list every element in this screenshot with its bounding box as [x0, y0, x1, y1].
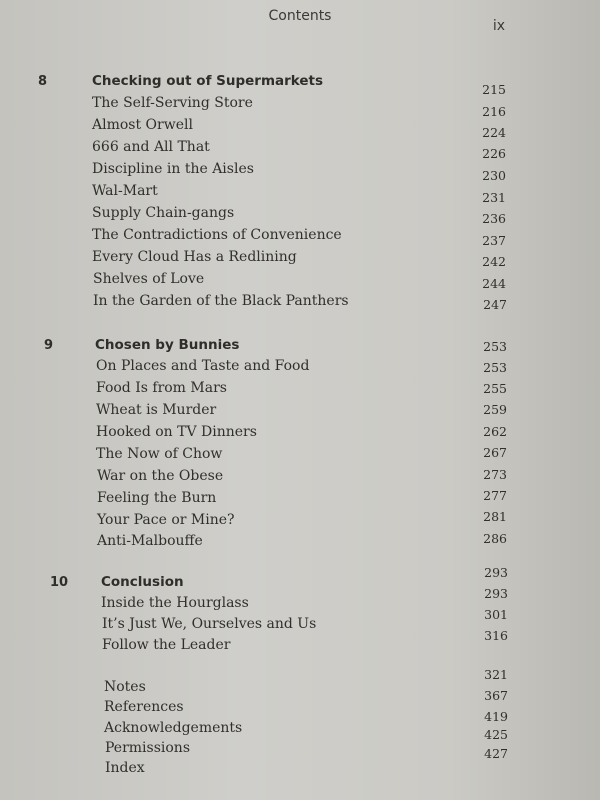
back-matter-page: 321	[484, 667, 508, 682]
toc-entry-page: 255	[483, 381, 507, 396]
toc-entry-page: 286	[483, 531, 507, 546]
toc-entry-page: 237	[482, 233, 506, 248]
toc-entry-title: Supply Chain-gangs	[92, 205, 235, 221]
toc-entry-page: 262	[483, 424, 507, 439]
chapter-title: Chosen by Bunnies	[95, 337, 240, 353]
toc-entry-page: 226	[482, 146, 506, 161]
toc-entry-title: War on the Obese	[97, 468, 224, 484]
toc-entry-title: On Places and Taste and Food	[96, 358, 310, 374]
toc-entry-page: 301	[484, 607, 508, 622]
chapter-title: Checking out of Supermarkets	[92, 73, 324, 89]
toc-entry-title: Hooked on TV Dinners	[96, 424, 257, 440]
back-matter-title: References	[104, 699, 184, 715]
toc-entry-page: 267	[483, 445, 507, 460]
back-matter-title: Acknowledgements	[104, 720, 243, 736]
back-matter-title: Index	[105, 760, 145, 776]
toc-entry-page: 281	[483, 509, 507, 524]
toc-entry-page: 316	[484, 628, 508, 643]
back-matter-page: 367	[484, 688, 508, 703]
toc-entry-page: 230	[482, 168, 506, 183]
toc-entry-title: The Contradictions of Convenience	[92, 227, 342, 243]
back-matter-page: 427	[484, 746, 508, 761]
chapter-page: 253	[483, 339, 507, 354]
toc-entry-title: In the Garden of the Black Panthers	[93, 293, 349, 309]
toc-entry-page: 231	[482, 190, 506, 205]
toc-entry-title: Your Pace or Mine?	[97, 512, 235, 528]
toc-entry-title: It’s Just We, Ourselves and Us	[102, 616, 317, 632]
toc-entry-title: Anti-Malbouffe	[97, 533, 203, 549]
toc-entry-title: Every Cloud Has a Redlining	[92, 249, 297, 265]
page-folio: ix	[492, 18, 505, 34]
toc-entry-page: 247	[483, 297, 507, 312]
toc-entry-title: The Self-Serving Store	[92, 95, 253, 111]
back-matter-page: 419	[484, 709, 508, 724]
toc-entry-title: Discipline in the Aisles	[92, 161, 254, 177]
toc-entry-page: 216	[482, 104, 506, 119]
toc-entry-title: Feeling the Burn	[97, 490, 217, 506]
toc-entry-page: 277	[483, 488, 507, 503]
toc-entry-page: 224	[482, 125, 506, 140]
toc-entry-page: 259	[483, 402, 507, 417]
chapter-number: 9	[44, 338, 54, 353]
running-head: Contents	[268, 8, 332, 24]
back-matter-title: Permissions	[105, 740, 190, 756]
toc-entry-title: Shelves of Love	[93, 271, 205, 287]
chapter-page: 293	[484, 565, 508, 580]
back-matter-title: Notes	[104, 679, 146, 695]
chapter-number: 10	[50, 575, 69, 590]
toc-entry-page: 293	[484, 586, 508, 601]
toc-entry-title: 666 and All That	[92, 139, 210, 155]
back-matter-page: 425	[484, 727, 508, 742]
toc-entry-page: 236	[482, 211, 506, 226]
toc-entry-page: 253	[483, 360, 507, 375]
chapter-title: Conclusion	[101, 574, 184, 590]
chapter-page: 215	[482, 82, 506, 97]
toc-entry-page: 242	[482, 254, 506, 269]
toc-entry-title: Almost Orwell	[92, 117, 193, 133]
toc-entry-title: Follow the Leader	[102, 637, 231, 653]
toc-entry-title: Wheat is Murder	[96, 402, 217, 418]
toc-entry-page: 244	[482, 276, 506, 291]
toc-entry-page: 273	[483, 467, 507, 482]
chapter-number: 8	[38, 74, 48, 89]
toc-entry-title: The Now of Chow	[96, 446, 223, 462]
toc-entry-title: Wal-Mart	[92, 183, 158, 199]
toc-entry-title: Inside the Hourglass	[101, 595, 249, 611]
toc-entry-title: Food Is from Mars	[96, 380, 227, 396]
